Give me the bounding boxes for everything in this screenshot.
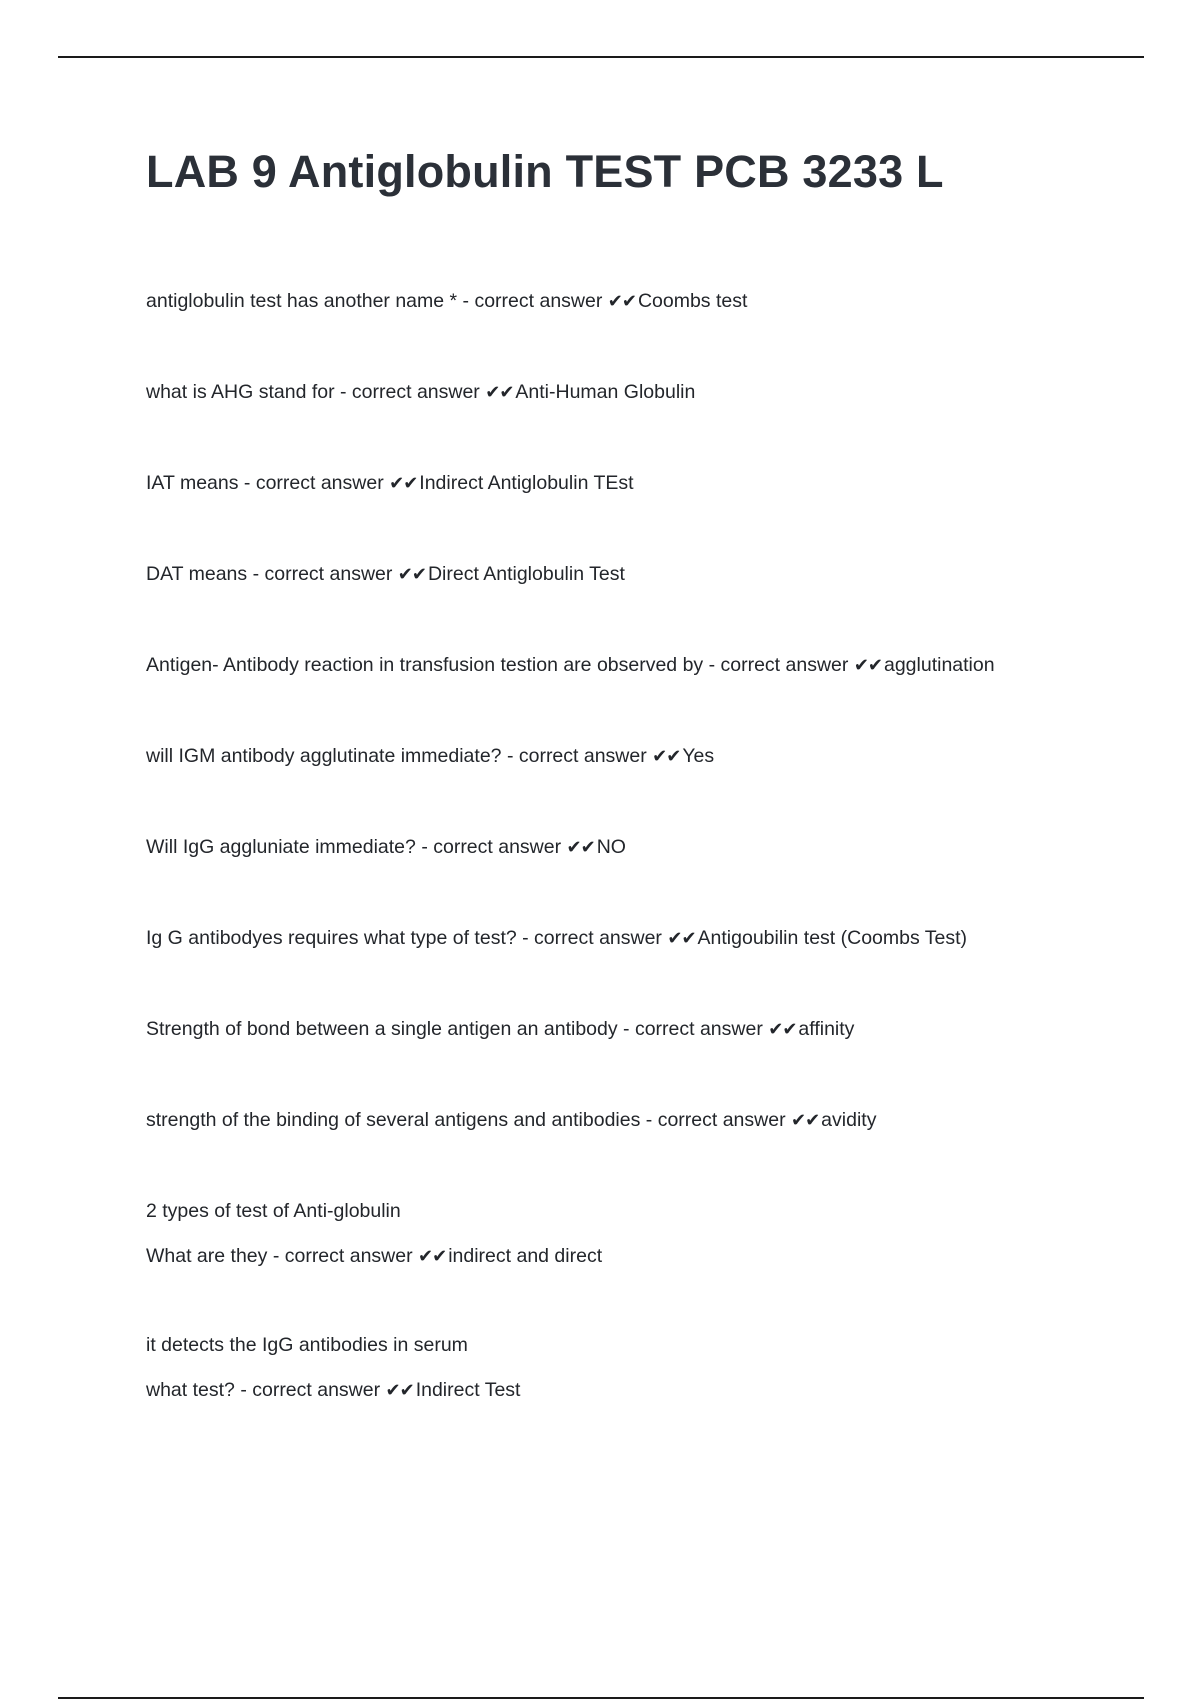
question-text: strength of the binding of several antigens and antibodies [146, 1109, 641, 1131]
answer-text: avidity [821, 1109, 877, 1131]
qa-item [146, 836, 1146, 859]
double-check-icon: ✔✔ [667, 928, 696, 949]
answer-text: indirect and direct [448, 1245, 603, 1267]
answer-text: Coombs test [637, 290, 748, 312]
double-check-icon: ✔✔ [418, 1246, 447, 1267]
page-title: LAB 9 Antiglobulin TEST PCB 3233 L [146, 146, 944, 197]
answer-text: Indirect Test [415, 1379, 521, 1401]
question-text: Will IgG aggluniate immediate? [146, 836, 416, 858]
answer-prefix: - correct answer [240, 1379, 381, 1401]
qa-line [146, 1018, 1146, 1041]
answer-text: Indirect Antiglobulin TEst [419, 472, 634, 494]
qa-line [146, 836, 1146, 859]
answer-prefix: - correct answer [340, 381, 480, 403]
double-check-icon: ✔✔ [607, 291, 636, 312]
question-text: will IGM antibody agglutinate immediate? [146, 745, 502, 767]
question-text: What are they [146, 1245, 268, 1267]
qa-line [146, 745, 1146, 768]
qa-item [146, 472, 1146, 495]
qa-line [146, 1109, 1146, 1132]
top-divider [58, 56, 1144, 58]
qa-item [146, 745, 1146, 768]
answer-text: Anti-Human Globulin [515, 381, 696, 403]
qa-item [146, 1109, 1146, 1132]
question-text: IAT means [146, 472, 239, 494]
qa-line [146, 654, 1146, 677]
question-text: Strength of bond between a single antigen an antibody [146, 1018, 618, 1040]
bottom-divider [58, 1697, 1144, 1699]
answer-prefix: - correct answer [243, 472, 384, 494]
double-check-icon: ✔✔ [791, 1110, 820, 1131]
answer-prefix: - correct answer [421, 836, 562, 858]
answer-prefix: - correct answer [252, 563, 393, 585]
double-check-icon: ✔✔ [385, 1380, 414, 1401]
qa-line [146, 1379, 1146, 1402]
answer-prefix: - correct answer [623, 1018, 763, 1040]
qa-item [146, 1018, 1146, 1041]
answer-prefix: - correct answer [462, 290, 603, 312]
double-check-icon: ✔✔ [566, 837, 595, 858]
qa-item [146, 563, 1146, 586]
question-text: antiglobulin test has another name * [146, 290, 458, 312]
question-text: Ig G antibodyes requires what type of test? [146, 927, 517, 949]
answer-prefix: - correct answer [708, 654, 849, 676]
answer-text: Direct Antiglobulin Test [427, 563, 625, 585]
question-text: Antigen- Antibody reaction in transfusion testion are observed by [146, 654, 704, 676]
answer-prefix: - correct answer [645, 1109, 786, 1131]
question-text: what is AHG stand for [146, 381, 335, 403]
answer-prefix: - correct answer [522, 927, 662, 949]
answer-text: agglutination [883, 654, 995, 676]
answer-text: affinity [798, 1018, 855, 1040]
qa-list [146, 290, 1146, 1468]
double-check-icon: ✔✔ [652, 746, 681, 767]
answer-text: Yes [682, 745, 715, 767]
answer-prefix: - correct answer [506, 745, 647, 767]
qa-item [146, 1334, 1146, 1402]
question-text: DAT means [146, 563, 248, 585]
double-check-icon: ✔✔ [389, 473, 418, 494]
double-check-icon: ✔✔ [397, 564, 426, 585]
qa-line [146, 563, 1146, 586]
qa-line [146, 290, 1146, 313]
answer-text: NO [596, 836, 626, 858]
qa-line: 2 types of test of Anti-globulin [146, 1200, 401, 1222]
answer-prefix: - correct answer [272, 1245, 413, 1267]
question-text: what test? [146, 1379, 235, 1401]
qa-item [146, 381, 1146, 404]
qa-item [146, 290, 1146, 313]
answer-text: Antigoubilin test (Coombs Test) [697, 927, 968, 949]
double-check-icon: ✔✔ [768, 1019, 797, 1040]
qa-line [146, 927, 1146, 950]
qa-item [146, 927, 1146, 950]
qa-item [146, 654, 1146, 677]
qa-item [146, 1200, 1146, 1268]
qa-line [146, 1245, 1146, 1268]
double-check-icon: ✔✔ [485, 382, 514, 403]
qa-line: it detects the IgG antibodies in serum [146, 1334, 468, 1356]
double-check-icon: ✔✔ [853, 655, 882, 676]
qa-line [146, 381, 1146, 404]
qa-line [146, 472, 1146, 495]
